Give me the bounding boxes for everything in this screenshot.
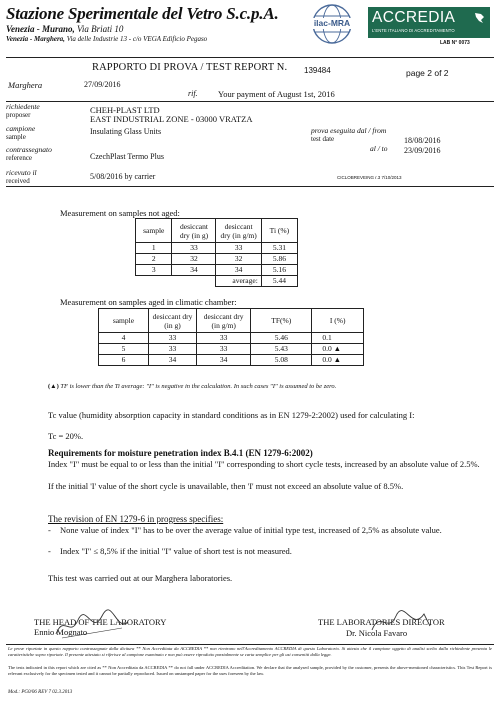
report-city: Marghera <box>8 80 43 90</box>
proposer-labels <box>6 103 40 119</box>
table2-col-tf: TF(%) <box>251 309 312 333</box>
table2-col-dry-g: desiccant dry (in g) <box>148 309 196 333</box>
table2-col-i: I (%) <box>312 309 364 333</box>
signature-left-name: Ennio Mognato <box>34 627 88 637</box>
reference-label-en: reference <box>6 154 33 162</box>
test-date-to: 23/09/2016 <box>404 146 441 155</box>
table-cell: 0.0 ▲ <box>312 344 364 355</box>
table-row <box>99 344 364 355</box>
closing-statement: This test was carried out at our Marghera laboratories. <box>48 573 233 583</box>
table1-col-dry-gm: desiccant dry (in g/m) <box>216 219 261 243</box>
table-cell: 5.31 <box>261 243 297 254</box>
requirements-heading: Requirements for moisture penetration index B.4.1 (EN 1279-6:2002) <box>48 448 313 458</box>
bullet-dash: - <box>48 546 51 556</box>
reference-text: Your payment of August 1st, 2016 <box>218 89 335 99</box>
table-row <box>99 355 364 366</box>
table-cell: 6 <box>99 355 149 366</box>
table-cell: 5.86 <box>261 254 297 265</box>
report-title: RAPPORTO DI PROVA / TEST REPORT N. <box>92 62 288 73</box>
table-cell: 3 <box>136 265 172 276</box>
table-cell: 34 <box>216 265 261 276</box>
table1-header-row <box>136 219 298 243</box>
divider-top <box>6 57 494 58</box>
table-aged <box>98 308 364 366</box>
table-cell-empty <box>136 276 172 287</box>
note-italian: Le prove riportate in questo rapporto contrassegnate dalla dicitura ** Non Accreditata da ACCREDIA ** non rientrano nell'Accreditamento ACCREDIA di questo Laboratorio. Si attesta che il campione oggetto di analisi scelto dalla richiedente presenta le caratteristiche sopra riportate. Il presente attestato si riferisce al campione esaminato e non può essere riprodotto parzialmente se carta semplice per gli usi consentiti dalla legge. <box>8 646 492 657</box>
accredia-name: ACCREDIA <box>372 9 456 26</box>
address-marghera-street: Via delle Industrie 13 - c/o VEGA Edificio Pegaso <box>66 35 208 43</box>
table1-col-dry-g: desiccant dry (in g) <box>172 219 216 243</box>
table-cell-empty <box>172 276 216 287</box>
divider-notes <box>6 644 494 645</box>
table-row <box>136 254 298 265</box>
table-cell: 32 <box>172 254 216 265</box>
table-cell: 34 <box>197 355 251 366</box>
signature-left-scribble <box>52 608 132 642</box>
tc-description: Tc value (humidity absorption capacity in standard conditions as in EN 1279-2:2002) used for calculating I: <box>48 410 415 420</box>
footnote <box>48 383 488 390</box>
table-cell: 0.1 <box>312 333 364 344</box>
table-row <box>136 265 298 276</box>
table-cell: 33 <box>172 243 216 254</box>
module-code: Mod.: PG0/06 REV 7 02.3.2013 <box>8 690 73 695</box>
revision-item-1 <box>48 525 478 535</box>
table-cell: 33 <box>197 333 251 344</box>
sample-labels <box>6 125 35 141</box>
reference-label: rif. <box>188 89 198 98</box>
table-cell: 34 <box>148 355 196 366</box>
bullet-dash: - <box>48 525 51 535</box>
table-cell: 33 <box>216 243 261 254</box>
table1-average-row <box>136 276 298 287</box>
reference-labels <box>6 146 52 162</box>
table-cell: 4 <box>99 333 149 344</box>
table-cell: 1 <box>136 243 172 254</box>
lab-number: LAB N° 0073 <box>440 40 470 46</box>
table-cell: 32 <box>216 254 261 265</box>
table2-col-dry-gm: desiccant dry (in g/m) <box>197 309 251 333</box>
table2-header-row <box>99 309 364 333</box>
address-venezia-street: Via Briati 10 <box>77 24 124 34</box>
ilac-logo-text: ilac-MRA <box>313 18 351 28</box>
to-label: al / to <box>370 144 388 153</box>
address-marghera <box>6 35 207 43</box>
table-cell: 5 <box>99 344 149 355</box>
table-row <box>99 333 364 344</box>
table2-col-sample: sample <box>99 309 149 333</box>
address-marghera-city: Venezia - Marghera, <box>6 35 65 43</box>
accredia-subtitle: L'ENTE ITALIANO DI ACCREDITAMENTO <box>372 28 455 33</box>
proposer-line1: CHEH-PLAST LTD <box>90 105 160 115</box>
proposer-label-en: proposer <box>6 111 31 119</box>
received-value: 5/08/2016 by carrier <box>90 172 156 181</box>
italy-flag-icon <box>473 11 486 23</box>
test-date-from: 18/08/2016 <box>404 136 441 145</box>
reference-value: CzechPlast Termo Plus <box>90 152 164 161</box>
reference-label-it: contrassegnato <box>6 145 52 154</box>
table-cell: 2 <box>136 254 172 265</box>
revision-item-1-text: None value of index "I" has to be over the average value of initial type test, increased of 2,5% as absolute value. <box>60 525 442 535</box>
sample-value: Insulating Glass Units <box>90 127 162 136</box>
table-cell: 33 <box>197 344 251 355</box>
signature-right-title: THE LABORATORIES DIRECTOR <box>318 617 445 627</box>
revision-heading: The revision of EN 1279-6 in progress specifies: <box>48 514 224 524</box>
test-date-label-en: test date <box>311 135 335 143</box>
tc-value: Tc = 20%. <box>48 431 84 441</box>
table-cell: 5.43 <box>251 344 312 355</box>
table-cell: 0.0 ▲ <box>312 355 364 366</box>
note-english: The tests indicated in this report which are cited as ** Non Accreditata da ACCREDIA ** do not fall under ACCREDIA Accreditation. We declare that the analysed sample, provided by the customer, presents the above-mentioned characteristics. This Test Report is relevant exclusively for the specimen tested and it cannot be partially reproduced. Issued on unstamped paper for the uses foreseen by the law. <box>8 665 492 676</box>
table1-heading: Measurement on samples not aged: <box>60 208 180 218</box>
page-indicator: page 2 of 2 <box>406 68 449 78</box>
table-cell: 34 <box>172 265 216 276</box>
table-cell: 33 <box>148 333 196 344</box>
signature-left-title: THE HEAD OF THE LABORATORY <box>34 617 167 627</box>
ilac-mra-logo <box>303 3 361 45</box>
divider-info-bottom <box>6 186 494 187</box>
report-number: 139484 <box>304 66 331 75</box>
accredia-logo <box>368 7 490 38</box>
sample-label-en: sample <box>6 133 26 141</box>
received-label-en: received <box>6 177 30 185</box>
received-labels <box>6 169 37 185</box>
test-date-label-it: prova eseguita dal / from <box>311 126 387 135</box>
table-cell: 5.16 <box>261 265 297 276</box>
footnote-text: TF is lower than the Ti average: "I" is negative in the calculation. In such cases "I" is assumed to be zero. <box>60 383 337 390</box>
table-row <box>136 243 298 254</box>
sample-label-it: campione <box>6 124 36 133</box>
test-date-labels <box>311 127 386 143</box>
table2-heading: Measurement on samples aged in climatic chamber: <box>60 297 237 307</box>
received-label-it: ricevuto il <box>6 168 37 177</box>
address-venezia <box>6 24 123 34</box>
revision-item-2 <box>48 546 478 556</box>
table-not-aged <box>135 218 298 287</box>
table1-col-ti: Ti (%) <box>261 219 297 243</box>
requirements-p1: Index "I" must be equal to or less than the initial "I" corresponding to short cycle tests, increased by an absolute value of 2.5%. <box>48 459 480 469</box>
average-value: 5.44 <box>261 276 297 287</box>
table-cell: 5.46 <box>251 333 312 344</box>
cycle-code: CICLOBREVEING r.3 7/10/2013 <box>337 175 402 180</box>
divider-info <box>6 101 494 102</box>
revision-item-2-text: Index "I" ≤ 8,5% if the initial "I" value of short test is not measured. <box>60 546 292 556</box>
proposer-label-it: richiedente <box>6 102 40 111</box>
signature-right-scribble <box>366 606 436 638</box>
table-cell: 33 <box>148 344 196 355</box>
average-label: average: <box>216 276 261 287</box>
requirements-p2: If the initial 'I' value of the short cycle is unavailable, then 'I' must not exceed an absolute value of 8.5%. <box>48 481 404 491</box>
signature-right-name: Dr. Nicola Favaro <box>346 628 408 638</box>
table-cell: 5.08 <box>251 355 312 366</box>
report-date: 27/09/2016 <box>84 80 121 89</box>
proposer-line2: EAST INDUSTRIAL ZONE - 03000 VRATZA <box>90 114 253 124</box>
company-name: Stazione Sperimentale del Vetro S.c.p.A. <box>6 4 279 23</box>
address-venezia-city: Venezia - Murano, <box>6 24 75 34</box>
footnote-marker: (▲) <box>48 383 59 390</box>
table1-col-sample: sample <box>136 219 172 243</box>
